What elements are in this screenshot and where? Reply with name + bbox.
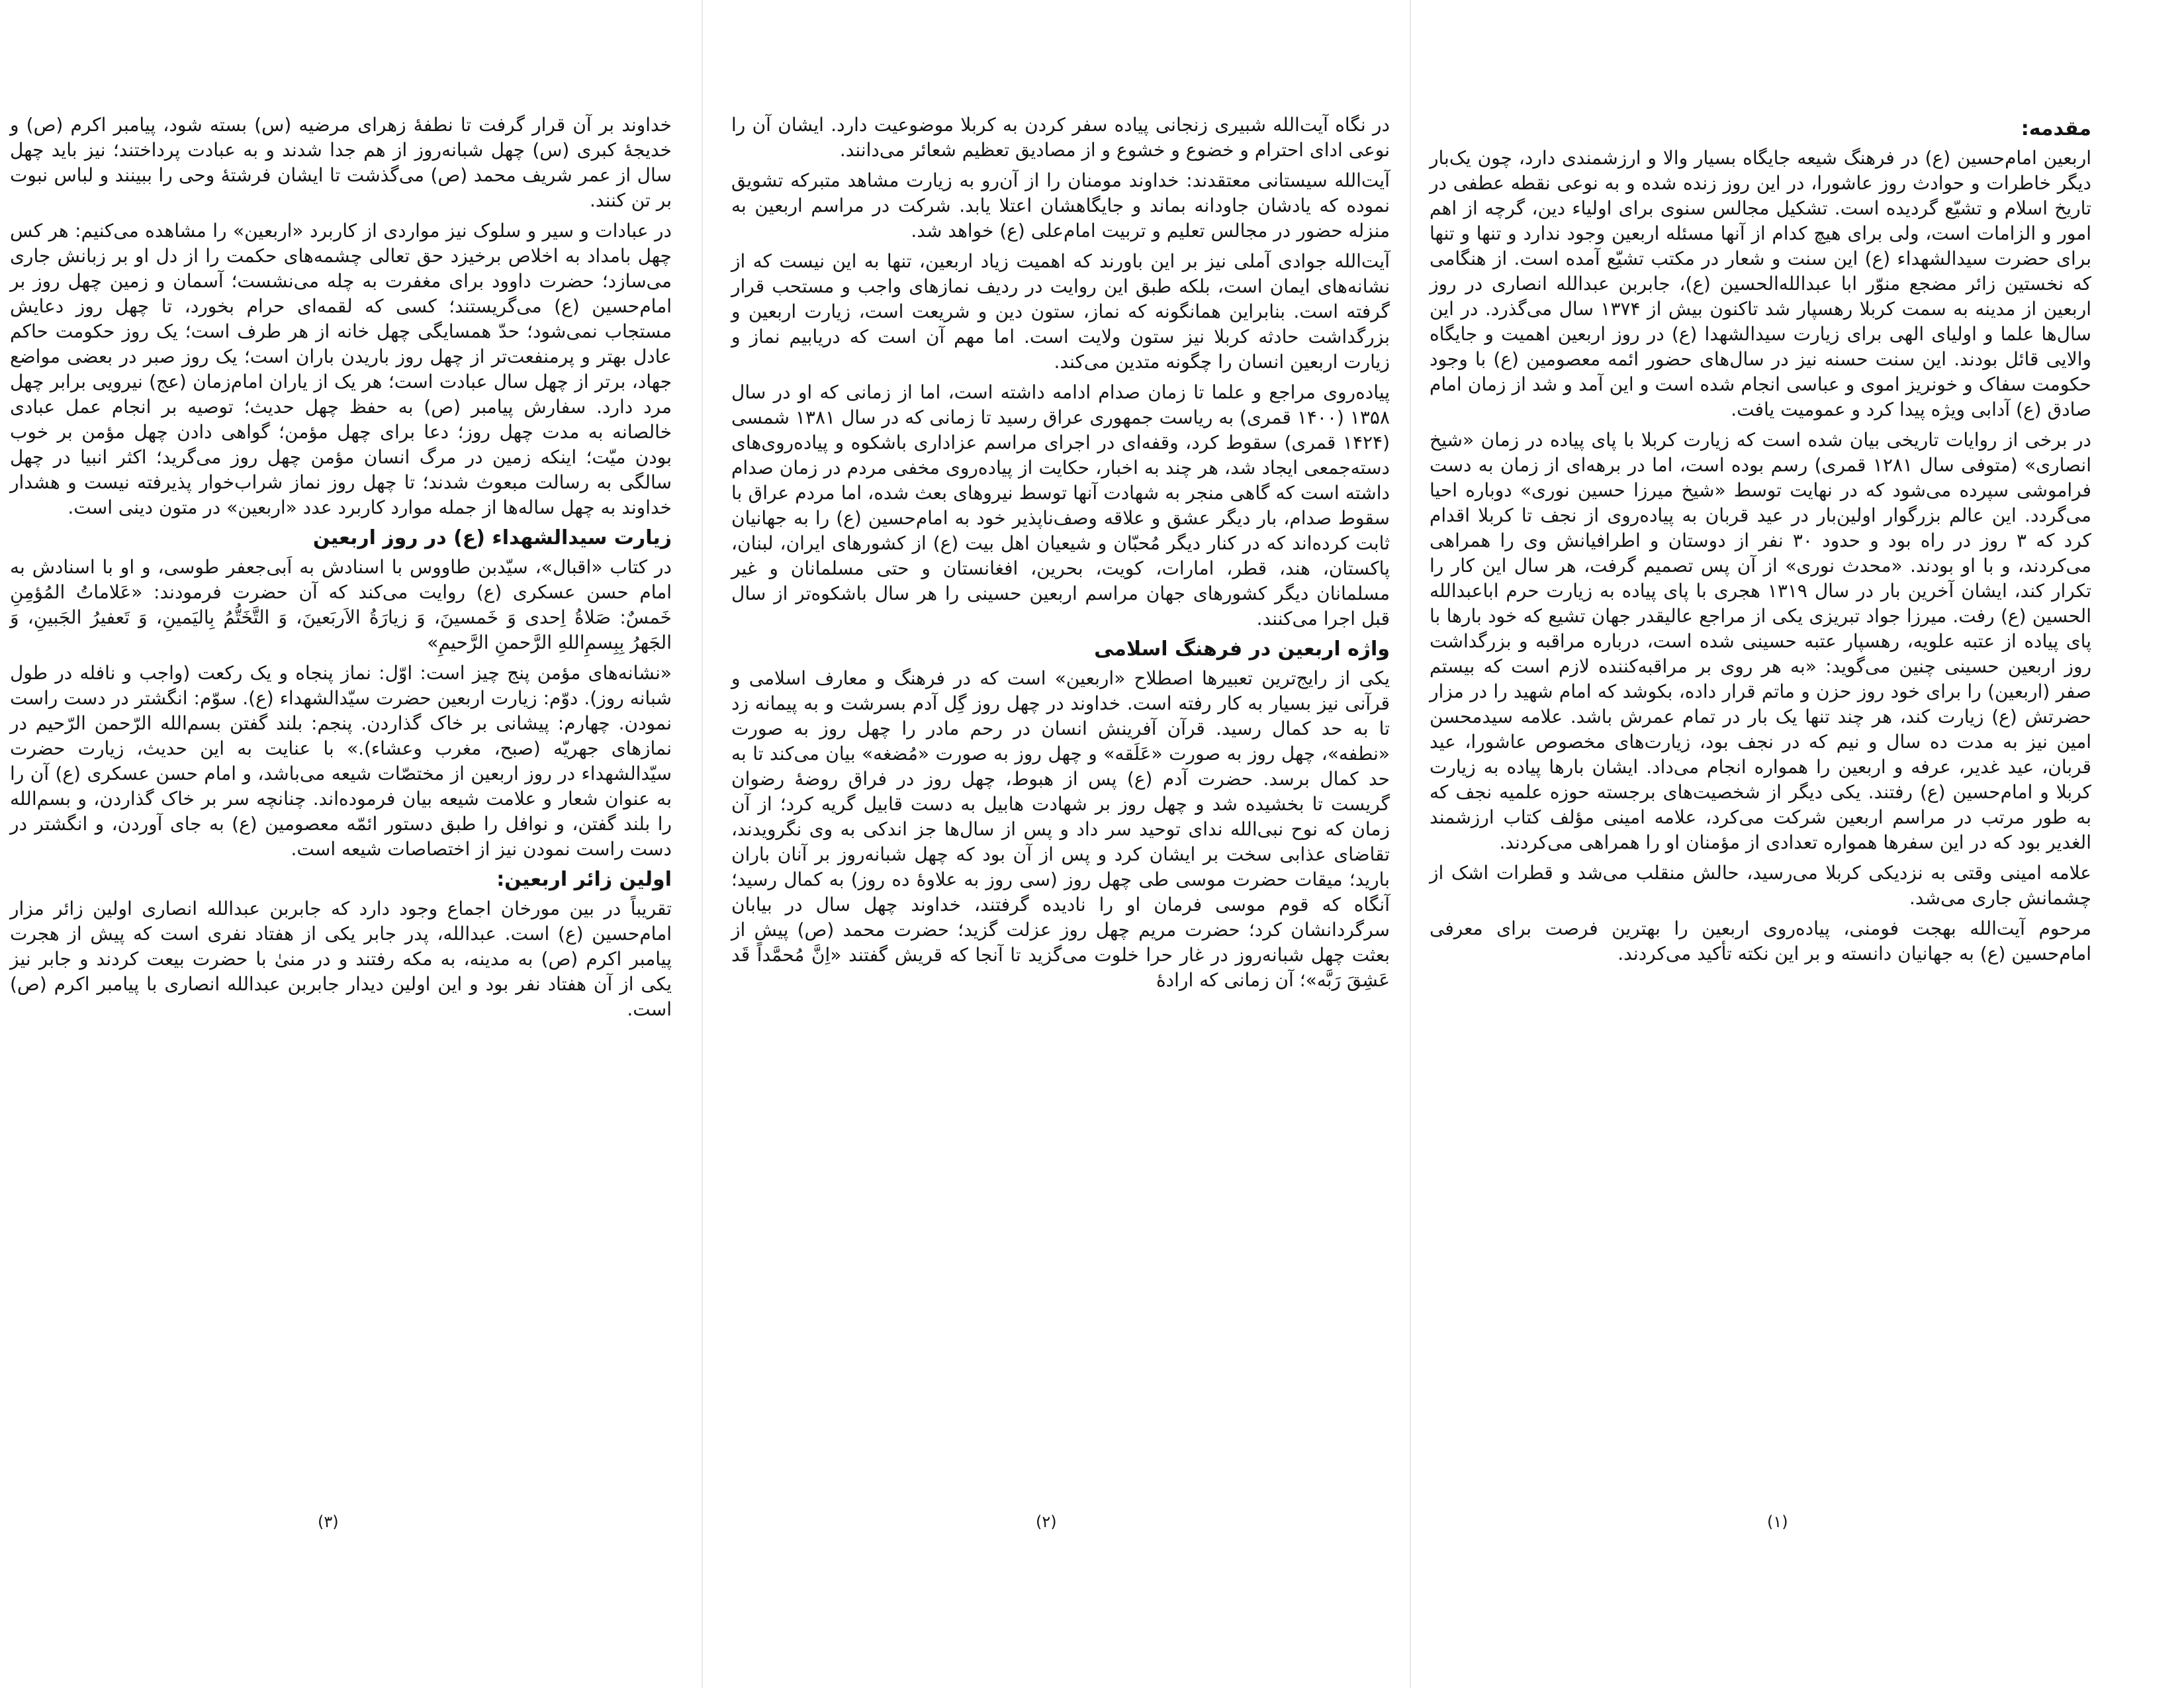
paragraph: مرحوم آیت‌الله بهجت فومنی، پیاده‌روی اربعین را بهترین فرصت برای معرفی امام‌حسین (ع) به جهانیان دانسته و بر این نکته تأکید می‌کردند. <box>1430 917 2091 964</box>
paragraph: در نگاه آیت‌الله شبیری زنجانی پیاده سفر کردن به کربلا موضوعیت دارد. ایشان آن را نوعی ادای احترام و خضوع و خشوع و از مصادیق تعظیم شعائر می‌دانند. <box>731 114 1390 161</box>
paragraph: اربعین امام‌حسین (ع) در فرهنگ شیعه جایگاه بسیار والا و ارزشمندی دارد، چون یک‌بار دیگر خاطرات و حوادث روز عاشورا، در این روز زنده شده و به نوعی نقطه عطفی در تاریخ اسلام و تشیّع گردیده است. تشکیل مجالس سنوی برای اولیاء دین، گرچه از اهم امور و الزامات است، ولی برای هیچ کدام از آنها مسئله اربعین وجود ندارد و تنها و تنها برای حضرت سیدالشهداء (ع) این سنت و شعار در مکتب تشیّع آمده است. از هنگامی که نخستین زائر مضجع منوّر ابا عبدالله‌الحسین (ع)، جابربن عبدالله انصاری در روز اربعین از مدینه به سمت کربلا رهسپار شد تاکنون بیش از ۱۳۷۴ سال می‌گذرد. در این سال‌ها علما و اولیای الهی برای زیارت سیدالشهدا (ع) در روز اربعین اهمیت و جایگاه والایی قائل بودند. این سنت حسنه نیز در سال‌های حضور ائمه معصومین (ع) با وجود حکومت سفاک و خونریز اموی و عباسی انجام شده است و این آمد و شد از زمان امام صادق (ع) آدابی ویژه پیدا کرد و عمومیت یافت. <box>1430 147 2091 420</box>
paragraph: در عبادات و سیر و سلوک نیز مواردی از کاربرد «اربعین» را مشاهده می‌کنیم: هر کس چهل بامداد به اخلاص برخیزد حق تعالی چشمه‌های حکمت را از دل او بر زبانش جاری می‌سازد؛ حضرت داوود برای مغفرت به چله می‌نشست؛ آسمان و زمین چهل روز بر امام‌حسین (ع) می‌گریستند؛ کسی که لقمه‌ای حرام بخورد، تا چهل روز دعایش مستجاب نمی‌شود؛ حدّ همسایگی چهل خانه از هر طرف است؛ یک روز حکومت حاکم عادل بهتر و پرمنفعت‌تر از چهل روز باریدن باران است؛ یک روز صبر در بعضی مواضع جهاد، برتر از چهل سال عبادت است؛ هر یک از یاران امام‌زمان (عج) نیرویی برابر چهل مرد دارد. سفارش پیامبر (ص) به حفظ چهل حدیث؛ توصیه بر انجام عمل عبادی خالصانه به مدت چهل روز؛ دعا برای چهل مؤمن؛ گواهی دادن چهل مؤمن بر خوب بودن میّت؛ اینکه زمین در مرگ انسان مؤمن چهل روز می‌گرید؛ اکثر انبیا در چهل سالگی به رسالت مبعوث شدند؛ تا چهل روز نماز شراب‌خوار پذیرفته نیست و هشدار خداوند به چهل ساله‌ها از جمله موارد کاربرد عدد «اربعین» در متون دینی است. <box>10 220 672 518</box>
section-heading-arbaeen-word: واژه اربعین در فرهنگ اسلامی <box>1094 637 1390 661</box>
page-number-3: (۳) <box>318 1513 339 1531</box>
paragraph: آیت‌الله جوادی آملی نیز بر این باورند که اهمیت زیاد اربعین، تنها به این نیست که از نشانه‌های ایمان است، بلکه طبق این روایت در ردیف نمازهای واجب و مستحب قرار گرفته است. بنابراین همانگونه که نماز، ستون دین و شریعت است، زیارت اربعین و بزرگداشت حادثه کربلا نیز ستون ولایت است. اما مهم آن است که دریابیم نماز و زیارت اربعین انسان را چگونه متدین می‌کند. <box>731 250 1390 373</box>
page-number-2: (۲) <box>1036 1513 1057 1531</box>
paragraph: خداوند بر آن قرار گرفت تا نطفهٔ زهرای مرضیه (س) بسته شود، پیامبر اکرم (ص) و خدیجهٔ کبری (س) چهل شبانه‌روز از هم جدا شدند و به عبادت پرداختند؛ نیز باید چهل سال از عمر شریف محمد (ص) می‌گذشت تا ایشان فرشتهٔ وحی را ببینند و لباس نبوت بر تن کنند. <box>10 114 672 211</box>
fold-line-left <box>702 0 703 1688</box>
section-heading-ziyarat: زیارت سیدالشهداء (ع) در روز اربعین <box>312 526 672 549</box>
paragraph: در کتاب «اقبال»، سیّدبن طاووس با اسنادش به اَبی‌جعفر طوسی، و او با اسنادش به امام حسن عسکری (ع) روایت می‌کند که آن حضرت فرمودند: «عَلاماتُ المُؤمِنِ خَمسٌ: صَلاةُ اِحدی وَ خَمسینَ، وَ زیارَةُ الاَربَعینَ، وَ التَّخَتُّمُ بِالیَمینِ، وَ تَعفیرُ الجَبینِ، وَ الجَهرُ بِبِسمِ‌اللهِ الرَّحمنِ الرَّحیمِ» <box>10 556 672 653</box>
paragraph: در برخی از روایات تاریخی بیان شده است که زیارت کربلا با پای پیاده در زمان «شیخ انصاری» (متوفی سال ۱۲۸۱ قمری) رسم بوده است، اما در برهه‌ای از زمان به دست فراموشی سپرده می‌شود که در نهایت توسط «شیخ میرزا حسین نوری» دوباره احیا می‌گردد. این عالم بزرگوار اولین‌بار در عید قربان به پیاده‌روی از نجف تا کربلا اقدام کرد که ۳ روز در راه بود و حدود ۳۰ نفر از دوستان و اطرافیانش وی را همراهی می‌کردند، و با او بودند. «محدث نوری» از آن پس تصمیم گرفت، هر سال این کار را تکرار کند، ایشان آخرین بار در سال ۱۳۱۹ هجری با پای پیاده به زیارت حرم اباعبدالله الحسین (ع) رفت. میرزا جواد تبریزی یکی از مراجع عالیقدر جهان تشیع که خود بارها با پای پیاده از عتبه علویه، رهسپار عتبه حسینی شده است، درباره مراقبه و بزرگداشت روز اربعین حسینی چنین می‌گوید: «به هر روی بر مراقبه‌کننده لازم است که بیستم صفر (اربعین) را برای خود روز حزن و ماتم قرار داده، بکوشد که امام شهید را در مزار حضرتش (ع) زیارت کند، هر چند تنها یک بار در تمام عمرش باشد. علامه سیدمحسن امین نیز به مدت ده سال و نیم که در نجف بود، زیارت‌های مخصوص عاشورا، عید قربان، عید غدیر، عرفه و اربعین را همواره انجام می‌داد. ایشان بارها پیاده به زیارت کربلا و امام‌حسین (ع) رفتند. یکی دیگر از شخصیت‌های برجسته حوزه علمیه نجف که به طور مرتب در مراسم اربعین شرکت می‌کرد، علامه امینی مؤلف کتاب ارزشمند الغدیر بود که در این سفرها همواره تعدادی از مؤمنان او را همراهی می‌کردند. <box>1430 429 2092 853</box>
paragraph: پیاده‌روی مراجع و علما تا زمان صدام ادامه داشته است، اما از زمانی که او در سال ۱۳۵۸ (۱۴۰۰ قمری) به ریاست جمهوری عراق رسید تا زمانی که در سال ۱۳۸۱ شمسی (۱۴۲۴ قمری) سقوط کرد، وقفه‌ای در اجرای مراسم عزاداری باشکوه و پیاده‌روی‌های دسته‌جمعی ایجاد شد، هر چند به اخبار، حکایت از پیاده‌روی مخفی مردم در زمان صدام داشته است که گاهی منجر به شهادت آنها توسط نیروهای بعث شده، اما مردم عراق با سقوط صدام، بار دیگر عشق و علاقه وصف‌ناپذیر خود به امام‌حسین (ع) را به جهانیان ثابت کرده‌اند که در کنار دیگر مُحبّان و شیعیان اهل بیت (ع) از کشورهای ایران، لبنان، پاکستان، هند، قطر، امارات، کویت، بحرین، افغانستان و حتی مسلمانان و غیر مسلمانان دیگر کشورهای جهان مراسم اربعین حسینی را هر سال باشکوه‌تر از سال قبل اجرا می‌کنند. <box>731 381 1390 630</box>
introduction-heading: مقدمه: <box>2021 117 2091 140</box>
paragraph: تقریباً در بین مورخان اجماع وجود دارد که جابربن عبدالله انصاری اولین زائر مزار امام‌حسین (ع) است. عبدالله، پدر جابر یکی از هفتاد نفری است که پیش از هجرت پیامبر اکرم (ص) به مدینه، به مکه رفتند و در منیٰ با حضرت بیعت کردند و جابر نیز یکی از آن هفتاد نفر بود و این اولین دیدار جابربن عبدالله انصاری با پیامبر اکرم (ص) است. <box>10 898 672 1020</box>
page-column-3 <box>10 113 672 1569</box>
page-number-1: (۱) <box>1767 1513 1788 1531</box>
page-column-2 <box>731 113 1390 1569</box>
fold-line-right <box>1410 0 1411 1688</box>
paragraph: علامه امینی وقتی به نزدیکی کربلا می‌رسید، حالش منقلب می‌شد و قطرات اشک از چشمانش جاری می‌شد. <box>1430 862 2091 909</box>
paragraph: آیت‌الله سیستانی معتقدند: خداوند مومنان را از آن‌رو به زیارت مشاهد متبرکه تشویق نموده که یادشان جاودانه بماند و جایگاهشان اعتلا یابد. شرکت در مراسم اربعین به منزله حضور در مجالس تعلیم و تربیت امام‌علی (ع) خواهد شد. <box>731 169 1390 242</box>
paragraph: «نشانه‌های مؤمن پنج چیز است: اوّل: نماز پنجاه و یک رکعت (واجب و نافله در طول شبانه روز). دوّم: زیارت اربعین حضرت سیّدالشهداء (ع). سوّم: انگشتر در دست راست نمودن. چهارم: پیشانی بر خاک گذاردن. پنجم: بلند گفتن بسم‌الله الرّحمن الرّحیم در نمازهای جهریّه (صبح، مغرب وعشاء).» با عنایت به این حدیث، زیارت حضرت سیّدالشهداء در روز اربعین از مختصّات شیعه می‌باشد، و امام حسن عسکری (ع) آن را به عنوان شعار و علامت شیعه بیان فرموده‌اند. چنانچه سر بر خاک گذاردن، و بسم‌الله را بلند گفتن، و نوافل را طبق دستور ائمّه معصومین (ع) به جای آوردن، و انگشتر در دست راست نمودن نیز از اختصاصات شیعه است. <box>10 662 672 860</box>
section-heading-first-pilgrim: اولین زائر اربعین: <box>496 868 672 891</box>
paragraph: یکی از رایج‌ترین تعبیرها اصطلاح «اربعین» است که در فرهنگ و معارف اسلامی و قرآنی نیز بسیار به کار رفته است. خداوند در چهل روز گِل آدم بسرشت و به پیمانه زد تا به حد کمال رسید. قرآن آفرینش انسان در رحم مادر را چهل روز به صورت «نطفه»، چهل روز به صورت «عَلَقه» و چهل روز به صورت «مُضغه» بیان می‌کند تا به حد کمال برسد. حضرت آدم (ع) پس از هبوط، چهل روز در فراق روضهٔ رضوان گریست تا بخشیده شد و چهل روز بر شهادت هابیل به دست قابیل گریه کرد؛ از آن زمان که نوح نبی‌الله ندای توحید سر داد و پس از سال‌ها جز اندکی به وی نگرویدند، تقاضای عذابی سخت بر ایشان کرد و پس از آن بود که چهل شبانه‌روز بر آنان باران بارید؛ میقات حضرت موسی طی چهل روز (سی روز به علاوهٔ ده روز) به کمال رسید؛ آنگاه که قوم موسی فرمان او را نادیده گرفتند، خداوند چهل سال در بیابان سرگردانشان کرد؛ حضرت مریم چهل روز عزلت گزید؛ حضرت محمد (ص) پیش از بعثت چهل شبانه‌روز در غار حرا خلوت می‌گزید تا آنجا که قریش گفتند «اِنَّ مُحمَّداً قَد عَشِقَ رَبَّه»؛ آن زمانی که ارادهٔ <box>731 667 1390 991</box>
page-column-1 <box>1430 113 2091 1569</box>
